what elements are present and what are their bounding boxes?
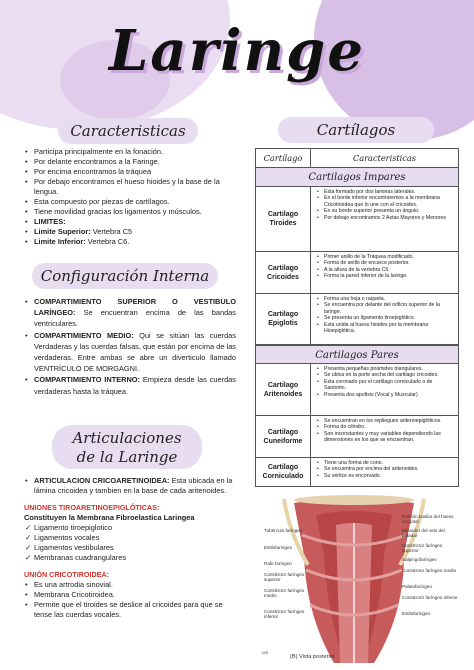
pares-heading: Cartilagos Pares xyxy=(256,345,458,364)
list-item: • Se encuentran en los repliegues aritenoepiglóticos. xyxy=(317,418,455,424)
cartilago-name: Cartilago Cricoides xyxy=(256,252,311,293)
item-text: Esta ubicada en la lámina cricoidea y tambien en la base de cada aritenoides. xyxy=(34,476,233,495)
figure-caption: (B) Vista posterior xyxy=(290,654,335,660)
figure-label: Tubérculo faríngeo xyxy=(264,528,303,533)
cartilago-features xyxy=(311,187,458,251)
cartilago-name: Cartilago Corniculado xyxy=(256,458,311,486)
item-text: Se encuentran encima de las bandas ventriculares. xyxy=(34,308,236,329)
figure-label: Palatofaríngeo xyxy=(402,584,432,589)
cartilago-features xyxy=(311,252,458,293)
table-header xyxy=(256,149,458,168)
caracteristicas-heading: Caracteristicas xyxy=(58,118,198,144)
list-item: • Esta coronado por el cartilago corniculado o de Santorini. xyxy=(317,379,455,392)
figure-label: Constrictor faríngeo inferior xyxy=(402,595,458,600)
list-item: • Esta compuesto por piezas de cartílagos. xyxy=(24,197,236,207)
list-item: • Participa principalmente en la fonación. xyxy=(24,147,236,157)
list-item: • Se presenta un ligamento tiroepiglótico. xyxy=(317,315,455,321)
list-item xyxy=(24,227,236,237)
figure-label: Constrictor faríngeo medio xyxy=(264,588,305,599)
list-item: ✓ Membranas cuadrangulares xyxy=(24,553,236,563)
figure-label: Constrictor faríngeo medio xyxy=(402,568,457,573)
figure-label: Constrictor faríngeo superior xyxy=(402,543,443,554)
item-label: COMPARTIMIENTO MEDIO: xyxy=(34,330,134,340)
articulaciones-heading-line1: Articulaciones xyxy=(72,429,182,447)
articulaciones-section xyxy=(24,476,236,620)
crico-tiroidea-list xyxy=(24,580,236,620)
list-item: • Presenta pequeñas pirámides triangulares. xyxy=(317,366,455,372)
configuracion-heading: Configuración Interna xyxy=(32,263,218,289)
item-text: Empieza desde las cuerdas verdaderas hasta la tráquea. xyxy=(34,375,236,396)
configuracion-list xyxy=(24,296,236,397)
list-item: • Presenta dos apofisis (Vocal y Muscular) xyxy=(317,392,455,398)
list-item xyxy=(24,217,236,227)
list-item: • Tiene movilidad gracias los ligamentos y músculos. xyxy=(24,207,236,217)
list-item: • Esta unida al hueso hioides por la membrana Hioepiglótica. xyxy=(317,322,455,335)
cartilago-features xyxy=(311,294,458,344)
limite-inferior-value: Vertebra C6. xyxy=(85,237,130,246)
list-item: • Son inconstantes y muy variables dependiendo las dimensiones en los que se encuentran. xyxy=(317,431,455,444)
list-item xyxy=(24,476,236,496)
figure-label: Estilofaríngeo xyxy=(402,611,431,616)
list-item: • Forma una hoja o raqueta. xyxy=(317,296,455,302)
item-label: COMPARTIMIENTO INTERNO: xyxy=(34,375,141,385)
figure-label: Estilofaríngeo xyxy=(264,545,293,550)
uniones-list xyxy=(24,523,236,563)
table-row xyxy=(256,187,458,252)
list-item xyxy=(24,374,236,396)
caracteristicas-section xyxy=(24,147,236,247)
list-item: • Tiene una forma de cono. xyxy=(317,460,455,466)
list-item: • Esta formado por dos laminas laterales. xyxy=(317,189,455,195)
figure-uni-mark: uni xyxy=(262,650,269,655)
list-item: • Primer anillo de la Tráquea modificado. xyxy=(317,254,455,260)
list-item: • Membrana Cricotiroidea. xyxy=(24,590,236,600)
list-item: • Por encima encontramos la tráquea xyxy=(24,167,236,177)
table-row xyxy=(256,416,458,458)
list-item xyxy=(24,237,236,247)
figure-label: Constrictor faríngeo superior xyxy=(264,572,305,583)
item-text: Qui se sitúan las cuerdas Verdaderas y las cuerdas falsas, que están por encima de las verdaderas. Entre ambas se abre un diverticulo llamado VENTRÍCULO DE MORGAGNI. xyxy=(34,330,236,374)
articulaciones-heading-line2: de la Laringe xyxy=(76,448,178,466)
limite-superior-label: Limite Superior: xyxy=(34,227,91,236)
table-row xyxy=(256,294,458,345)
table-row xyxy=(256,364,458,416)
list-item xyxy=(24,296,236,330)
list-item: • Permite que el tiroides se deslice al cricoides para que se tense las cuerdas vocales. xyxy=(24,600,236,620)
list-item xyxy=(24,330,236,375)
list-item: • Por delante encontramos a la Faringe. xyxy=(24,157,236,167)
cartilago-features xyxy=(311,458,458,486)
figure-label: Constrictor faríngeo inferior xyxy=(264,609,305,620)
cartilago-features xyxy=(311,416,458,457)
figure-label: Porción basilar del hueso occipital xyxy=(402,514,454,525)
list-item: • Forma de cilindro. xyxy=(317,424,455,430)
list-item: ✓ Ligamentos vocales xyxy=(24,533,236,543)
list-item: • Se encuentra por encima del aritenoides. xyxy=(317,466,455,472)
caracteristicas-list xyxy=(24,147,236,247)
list-item: • Es una artrodia sinovial. xyxy=(24,580,236,590)
limite-inferior-label: Limite Inferior: xyxy=(34,237,86,246)
list-item: • En el borde inferior encontraremos a la membrana Cricotiroidea que lo une con el cricoides. xyxy=(317,195,455,208)
cartilago-name: Cartilago Epiglotis xyxy=(256,294,311,344)
cartilago-name: Cartilago Aritenoides xyxy=(256,364,311,415)
list-item: • En su borde superior presenta un ángulo. xyxy=(317,208,455,214)
impares-heading: Cartilagos Impares xyxy=(256,168,458,187)
table-row xyxy=(256,252,458,294)
limite-superior-value: Vertebra C5 xyxy=(90,227,133,236)
figure-label: Elevador del velo del paladar xyxy=(402,528,445,539)
cartilago-features xyxy=(311,364,458,415)
figure-label: Salpingofaríngeo xyxy=(402,557,437,562)
list-item: • Se ubica en la porte ancha del cartilago cricoides. xyxy=(317,372,455,378)
cartilagos-heading: Cartílagos xyxy=(278,117,434,143)
page-title: Laringe xyxy=(109,18,365,84)
crico-tiroidea-heading: UNIÓN CRICOTIROIDEA: xyxy=(24,570,110,579)
configuracion-section xyxy=(24,296,236,397)
cartilago-name: Cartilago Cuneiforme xyxy=(256,416,311,457)
uniones-heading: UNIONES TIROARETINOEPIGLÓTICAS: xyxy=(24,503,160,512)
list-item: • Forma de anillo de encarce posterior. xyxy=(317,260,455,266)
list-item: • Su vértice es encorvado. xyxy=(317,473,455,479)
cartilagos-table xyxy=(255,148,459,487)
cartilago-name: Cartilago Tiroides xyxy=(256,187,311,251)
uniones-subheading: Constituyen la Membrana Fibroelastica Laringea xyxy=(24,513,195,522)
item-label: COMPARTIMIENTO SUPERIOR O VESTIBULO LARÍNGEO: xyxy=(34,297,236,318)
list-item: ✓ Ligamentos vestibulares xyxy=(24,543,236,553)
articulaciones-heading xyxy=(52,425,202,469)
figure-label: Rafe faríngeo xyxy=(264,561,292,566)
list-item: • Se encuentra por delante del orificio superior de la laringe. xyxy=(317,302,455,315)
list-item: • Por debajo encontramos el hueso hioides y la base de la lengua. xyxy=(24,177,236,197)
list-item: • Forma la pared inferior de la laringe. xyxy=(317,273,455,279)
limites-label: LIMITES: xyxy=(34,217,66,226)
list-item: • A la altura de la vertebra C6. xyxy=(317,267,455,273)
list-item: ✓ Ligamento tiroepiglotico xyxy=(24,523,236,533)
column-header-cartilago: Cartílago xyxy=(256,149,311,167)
column-header-caracteristicas: Caracteristicas xyxy=(353,153,416,163)
table-row xyxy=(256,458,458,486)
list-item: • Por debajo encontramos 2 Astas Mayores y Menores xyxy=(317,215,455,221)
item-label: ARTICULACION CRICOARETINOIDEA: xyxy=(34,476,170,485)
articulaciones-list xyxy=(24,476,236,496)
